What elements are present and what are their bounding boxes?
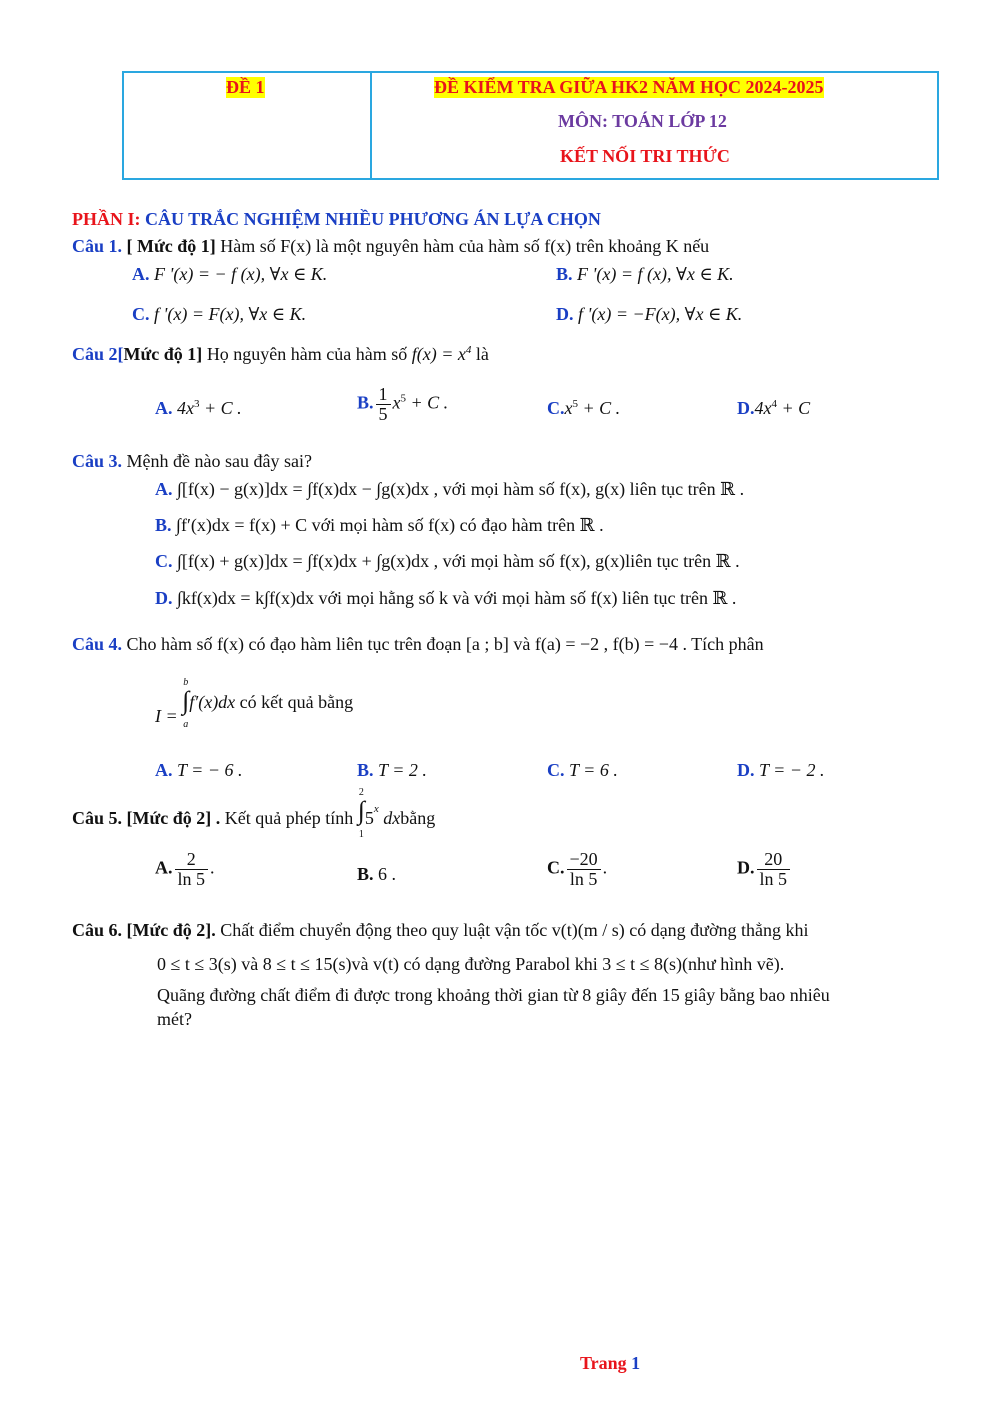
q4-stem-end: có kết quả bằng (239, 692, 354, 713)
q5-upper-limit: 2 (358, 787, 364, 798)
option-key: D. (155, 588, 173, 608)
q5-integrand-exp: x (373, 803, 379, 816)
q3-option-d[interactable] (155, 588, 736, 609)
page-number: 1 (631, 1353, 641, 1373)
q3-option-b[interactable] (155, 515, 604, 536)
option-text: T = 6 . (569, 760, 618, 780)
option-text: F '(x) = − f (x), ∀x ∈ K. (154, 264, 328, 284)
q2-label: Câu 2[ (72, 344, 124, 364)
q6-line-1 (72, 920, 808, 941)
option-tail: + C (777, 398, 811, 418)
option-text: x (564, 398, 573, 418)
q1-stem-line (72, 236, 709, 257)
q6-line-3: Quãng đường chất điểm đi được trong khoảng thời gian từ 8 giây đến 15 giây bằng bao nhiêu (157, 985, 830, 1005)
q1-level: [ Mức độ 1] (126, 236, 216, 256)
option-tail: . (210, 857, 215, 878)
section-heading (72, 209, 601, 230)
option-tail: + C . (578, 398, 621, 418)
q1-stem: Hàm số F(x) là một nguyên hàm của hàm số f(x) trên khoảng K nếu (220, 236, 710, 256)
q2-option-d[interactable] (737, 398, 810, 419)
option-key: C. (132, 304, 150, 324)
option-exp: 4 (771, 398, 777, 410)
q6-text-1: Chất điểm chuyển động theo quy luật vận tốc v(t)(m / s) có dạng đường thẳng khi (220, 920, 809, 940)
option-key: B. (556, 264, 573, 284)
q5-option-c[interactable] (547, 850, 607, 889)
q2-stem: Họ nguyên hàm của hàm số (206, 344, 408, 364)
integral-sign: ∫ (357, 796, 365, 825)
q5-option-a[interactable] (155, 850, 215, 889)
fraction-denominator: 5 (378, 403, 388, 424)
q2-func-exp: 4 (465, 344, 472, 356)
exam-code: ĐỀ 1 (226, 77, 265, 97)
option-key: D. (737, 398, 755, 418)
q2-stem-end: là (475, 344, 489, 364)
option-exp: 5 (400, 392, 407, 405)
option-key: B. (155, 515, 172, 535)
q2-stem-line (72, 344, 489, 365)
q4-upper-limit: b (183, 677, 189, 688)
option-tail: + C . (406, 392, 449, 413)
exam-series: KẾT NỐI TRI THỨC (560, 146, 730, 166)
q1-option-a[interactable] (132, 264, 327, 285)
option-text: 4x (177, 398, 194, 418)
option-text: 4x (754, 398, 772, 418)
q3-option-c[interactable] (155, 551, 740, 572)
option-key: D. (737, 760, 755, 780)
option-exp: 3 (194, 398, 200, 410)
q5-integral (358, 788, 365, 840)
section-label: PHẦN I: (72, 209, 141, 229)
q6-label: Câu 6. (72, 920, 123, 940)
q5-label: Câu 5. (72, 808, 123, 829)
option-text: T = − 2 . (759, 760, 825, 780)
q4-integrand: f′(x)dx (189, 692, 236, 713)
page-label: Trang (580, 1353, 627, 1373)
option-text: T = − 6 . (177, 760, 243, 780)
q1-option-b[interactable] (556, 264, 734, 285)
q2-option-a[interactable] (155, 398, 242, 419)
page-footer (580, 1353, 640, 1374)
fraction-numerator: 2 (175, 850, 209, 870)
q4-option-a[interactable] (155, 760, 242, 781)
q6-line-2: 0 ≤ t ≤ 3(s) và 8 ≤ t ≤ 15(s)và v(t) có dạng đường Parabol khi 3 ≤ t ≤ 8(s)(như hình vẽ). (157, 954, 785, 974)
option-key: B. (357, 760, 374, 780)
option-fraction (175, 850, 209, 889)
q4-option-c[interactable] (547, 760, 618, 781)
option-text: ∫[f(x) + g(x)]dx = ∫f(x)dx + ∫g(x)dx , với mọi hàm số f(x), g(x)liên tục trên ℝ . (177, 551, 740, 571)
option-text: F '(x) = f (x), ∀x ∈ K. (577, 264, 734, 284)
q4-option-d[interactable] (737, 760, 824, 781)
option-tail: + C . (199, 398, 242, 418)
option-key: A. (155, 857, 173, 878)
option-key: A. (132, 264, 150, 284)
q2-option-b[interactable] (357, 385, 448, 424)
q6-line-4: mét? (157, 1009, 192, 1029)
option-exp: 5 (572, 398, 578, 410)
option-text: x (392, 392, 401, 413)
fraction-numerator: −20 (567, 850, 601, 870)
option-key: B. (357, 864, 374, 884)
q1-label: Câu 1. (72, 236, 123, 256)
option-key: C. (547, 760, 565, 780)
q5-option-b[interactable] (357, 864, 396, 885)
section-title: CÂU TRẮC NGHIỆM NHIỀU PHƯƠNG ÁN LỰA CHỌN (145, 209, 601, 229)
option-key: C. (547, 398, 565, 418)
q5-integrand-dx: dx (383, 808, 401, 829)
exam-title: ĐỀ KIỂM TRA GIỮA HK2 NĂM HỌC 2024-2025 (434, 77, 824, 97)
option-text: ∫kf(x)dx = k∫f(x)dx với mọi hằng số k và với mọi hàm số f(x) liên tục trên ℝ . (177, 588, 737, 608)
q5-lower-limit: 1 (358, 829, 364, 840)
option-text: ∫f′(x)dx = f(x) + C với mọi hàm số f(x) có đạo hàm trên ℝ . (176, 515, 604, 535)
option-text: f '(x) = F(x), ∀x ∈ K. (154, 304, 307, 324)
q3-option-a[interactable] (155, 479, 744, 500)
header-divider (370, 73, 372, 178)
fraction-denominator: ln 5 (569, 868, 598, 889)
q4-stem-line (72, 634, 764, 655)
option-tail: . (602, 857, 608, 878)
q4-integral-lhs: I = (155, 706, 178, 727)
q5-level: [Mức độ 2] . (126, 808, 221, 829)
q4-label: Câu 4. (72, 634, 123, 654)
q1-option-c[interactable] (132, 304, 306, 325)
option-key: A. (155, 479, 173, 499)
option-fraction (567, 850, 601, 889)
q2-option-c[interactable] (547, 398, 620, 419)
option-key: A. (155, 760, 173, 780)
q6-level: [Mức độ 2]. (126, 920, 216, 940)
exam-subject: MÔN: TOÁN LỚP 12 (558, 111, 727, 131)
option-key: C. (155, 551, 173, 571)
option-key: C. (547, 857, 565, 878)
option-text: T = 2 . (378, 760, 427, 780)
integral-sign: ∫ (182, 686, 190, 715)
option-key: A. (155, 398, 173, 418)
option-fraction (757, 850, 791, 889)
option-text: ∫[f(x) − g(x)]dx = ∫f(x)dx − ∫g(x)dx , với mọi hàm số f(x), g(x) liên tục trên ℝ . (177, 479, 745, 499)
q4-lower-limit: a (183, 719, 189, 730)
fraction-denominator: ln 5 (177, 868, 206, 889)
q5-stem-line (72, 788, 435, 840)
q1-option-d[interactable] (556, 304, 742, 325)
q5-stem: Kết quả phép tính (224, 808, 354, 829)
option-text: 6 . (378, 864, 397, 884)
q4-integral-line (155, 678, 353, 730)
q3-stem: Mệnh đề nào sau đây sai? (126, 451, 312, 471)
fraction-numerator: 1 (376, 385, 391, 405)
option-key: D. (737, 857, 755, 878)
q5-option-d[interactable] (737, 850, 792, 889)
option-key: D. (556, 304, 574, 324)
option-fraction (376, 385, 391, 424)
q5-integrand: 5 (364, 808, 374, 829)
q4-stem: Cho hàm số f(x) có đạo hàm liên tục trên đoạn [a ; b] và f(a) = −2 , f(b) = −4 . Tích phân (126, 634, 764, 654)
q2-level: Mức độ 1] (123, 344, 203, 364)
q5-stem-end: bằng (400, 808, 436, 829)
fraction-denominator: ln 5 (759, 868, 788, 889)
option-text: f '(x) = −F(x), ∀x ∈ K. (578, 304, 743, 324)
q2-func: f(x) = x (411, 344, 466, 364)
fraction-numerator: 20 (757, 850, 791, 870)
q3-label: Câu 3. (72, 451, 123, 471)
option-key: B. (357, 392, 374, 413)
q4-option-b[interactable] (357, 760, 427, 781)
q3-stem-line (72, 451, 312, 472)
